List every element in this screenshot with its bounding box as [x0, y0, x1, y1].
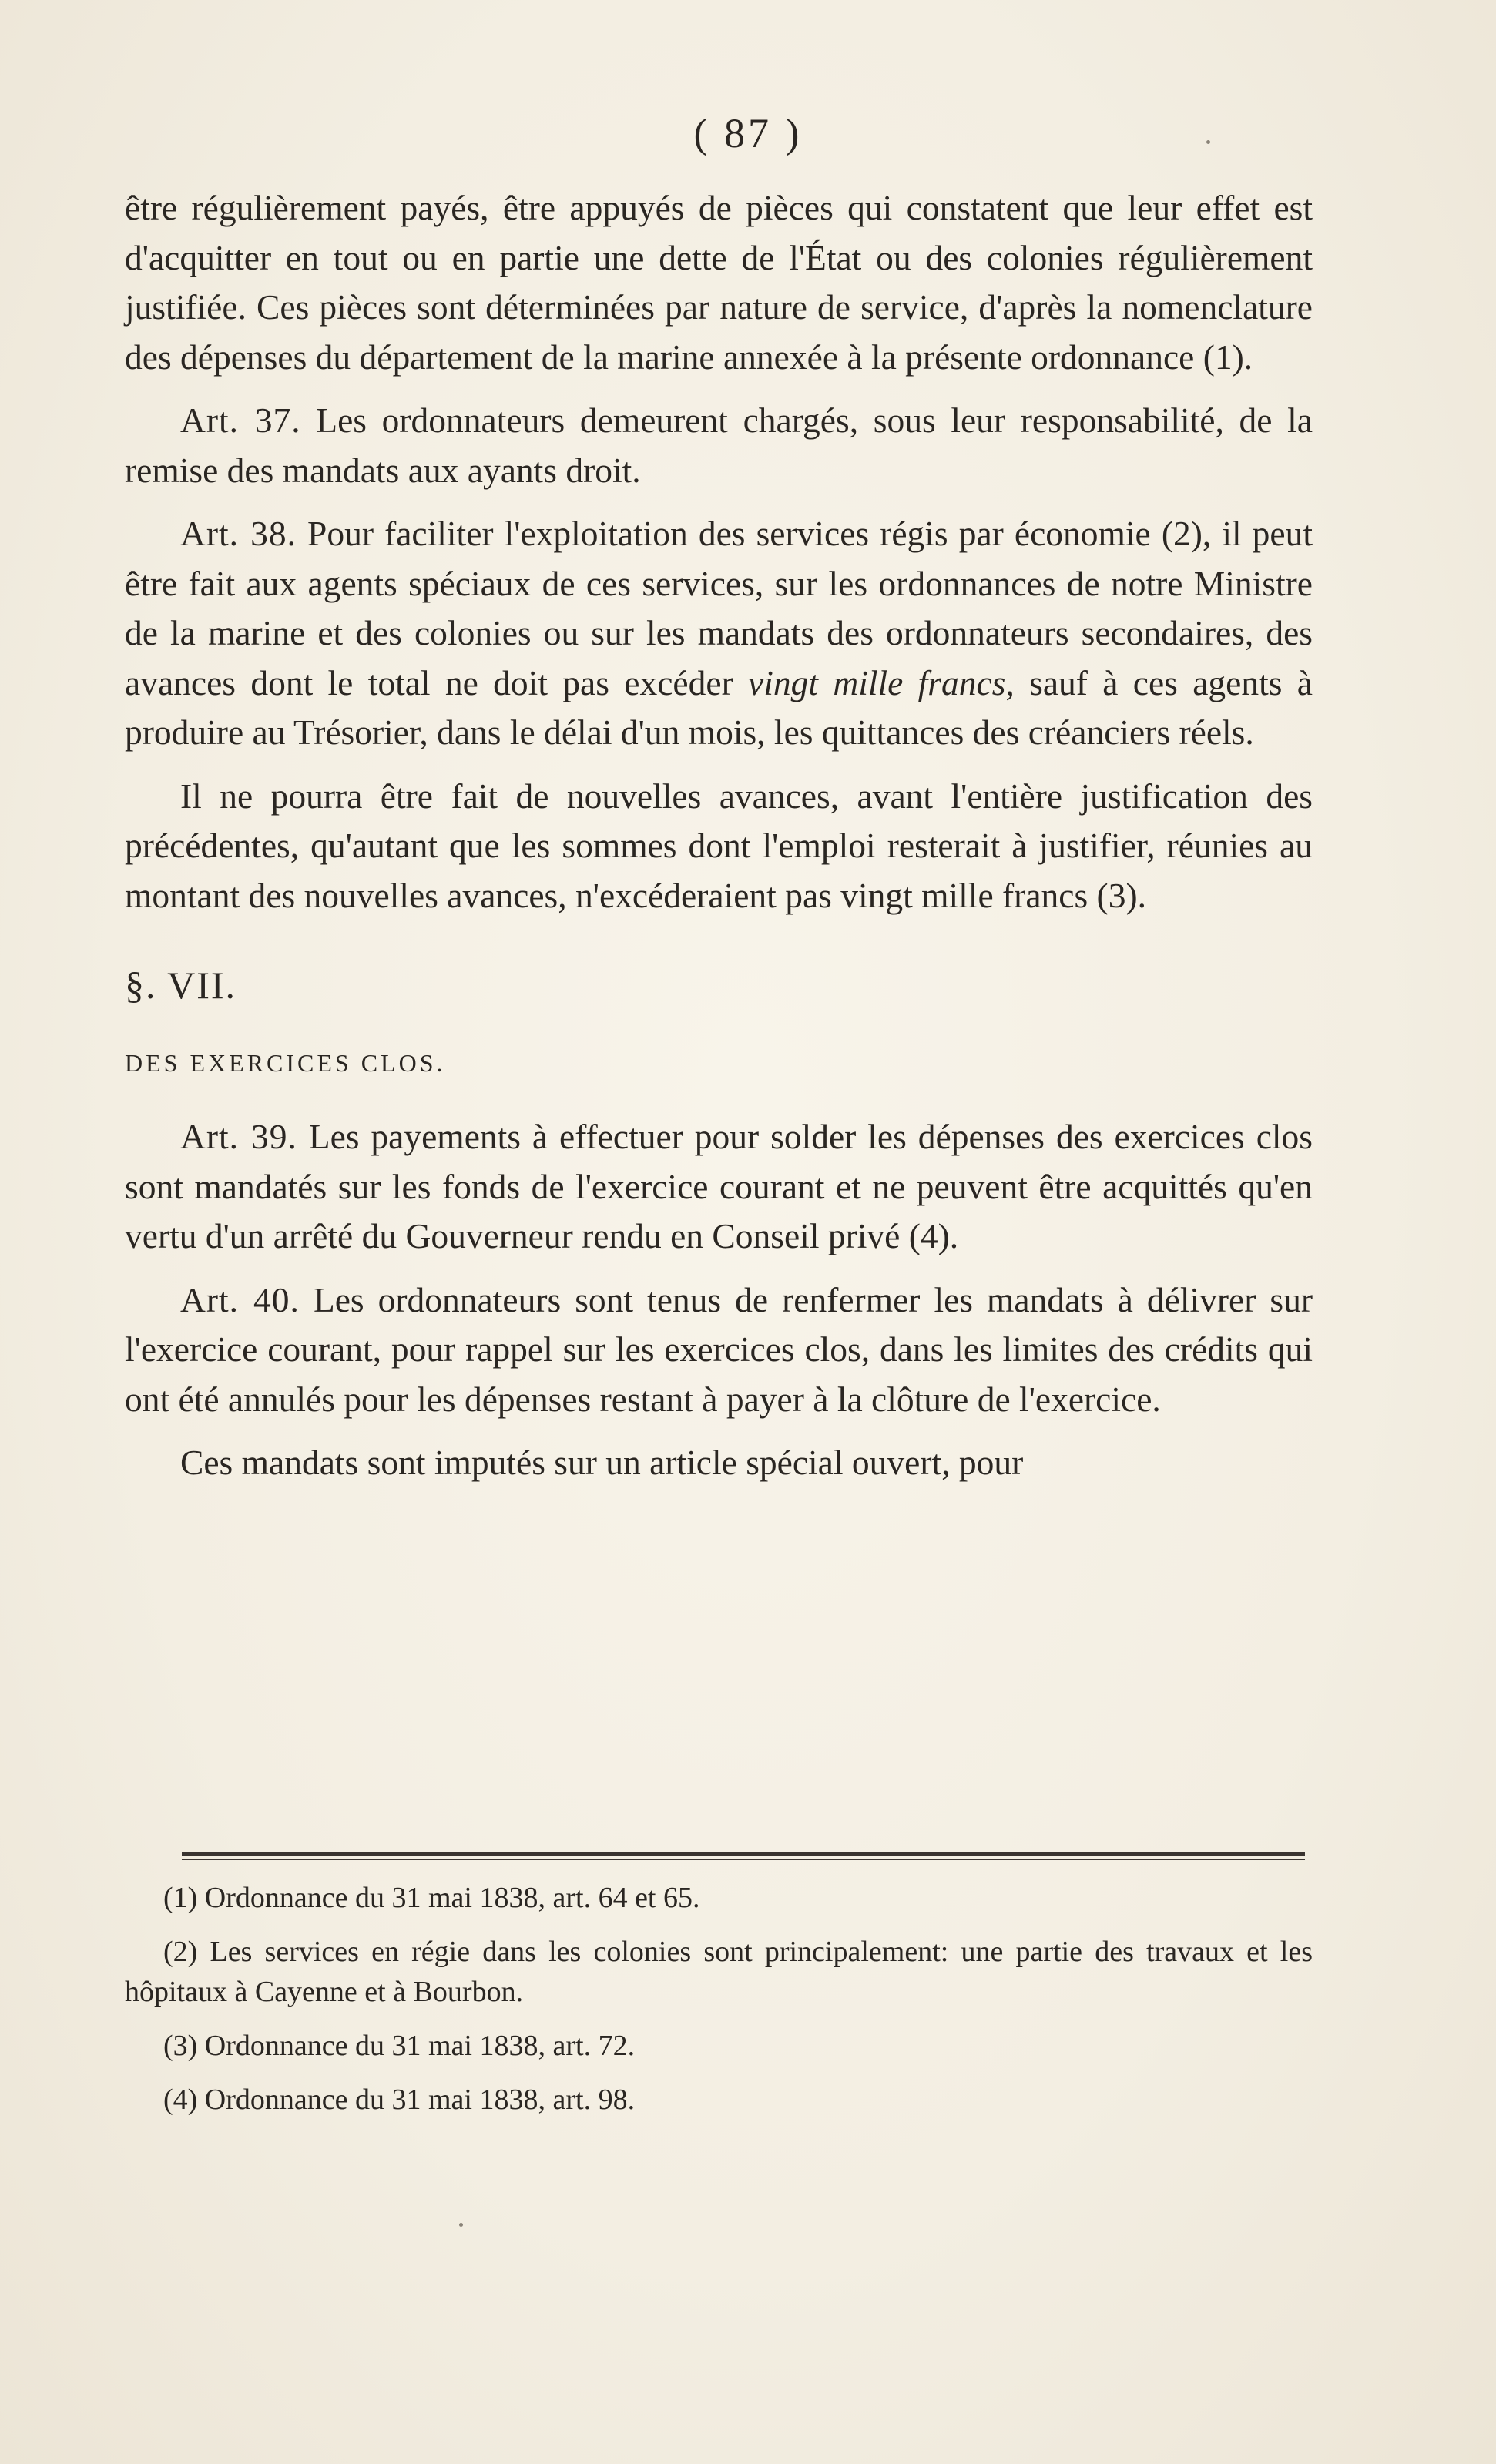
footnote-divider [182, 1852, 1305, 1856]
paragraph-continuation: être régulièrement payés, être appuyés de pièces qui constatent que leur effet est d'acquitter en tout ou en partie une dette de l'État ou des colonies régulièrement justifiée. Ces pièces sont déterminées par nature de service, d'après la nomenclature des dépenses du département de la marine annexée à la présente ordonnance (1). [125, 188, 1313, 377]
article-38-text-a: Pour faciliter l'exploitation des services régis par économie (2), il peut être fait aux agents spéciaux de ces services, sur les ordonnances de notre Ministre de la marine et des colonies ou sur les mandats des ordonnateurs secondaires, des avances dont le total ne doit pas excéder [125, 514, 1313, 702]
article-39-text: Les payements à effectuer pour solder les dépenses des exercices clos sont mandatés sur les fonds de l'exercice courant et ne peuvent être acquittés qu'en vertu d'un arrêté du Gouverneur rendu en Conseil privé (4). [125, 1117, 1313, 1255]
footnote-4: (4) Ordonnance du 31 mai 1838, art. 98. [163, 2084, 636, 2116]
footnote-2: (2) Les services en régie dans les colonies sont principalement: une partie des travaux et les hôpitaux à Cayenne et à Bourbon. [125, 1936, 1313, 2008]
section-heading: §. VII. [125, 964, 237, 1007]
article-38 [125, 509, 1313, 758]
page-number: ( 87 ) [693, 110, 803, 156]
article-37-label: Art. 37. [180, 401, 301, 440]
paragraph-mandats: Ces mandats sont imputés sur un article spécial ouvert, pour [180, 1443, 1024, 1482]
paragraph-avances: Il ne pourra être fait de nouvelles avances, avant l'entière justification des précédentes, qu'autant que les sommes dont l'emploi resterait à justifier, réunies au montant des nouvelles avances, n'excéderaient pas vingt mille francs (3). [125, 776, 1313, 915]
footnote-1: (1) Ordonnance du 31 mai 1838, art. 64 et 65. [163, 1882, 700, 1914]
article-39-label: Art. 39. [180, 1117, 297, 1156]
article-38-italic-amount: vingt mille francs [748, 662, 1006, 702]
article-37 [125, 396, 1313, 495]
footnote-3: (3) Ordonnance du 31 mai 1838, art. 72. [163, 2030, 636, 2062]
article-38-text-b: , sauf à ces agents à produire au Trésorier, dans le délai d'un mois, les quittances des créanciers réels. [125, 662, 1313, 752]
footnotes [125, 1878, 1313, 2134]
article-39 [125, 1112, 1313, 1262]
article-40-label: Art. 40. [180, 1279, 300, 1319]
section-title: DES EXERCICES CLOS. [125, 1048, 446, 1077]
paper-speck [459, 2223, 463, 2227]
paper-speck [1206, 140, 1210, 144]
body-text [125, 183, 1313, 1488]
article-38-label: Art. 38. [180, 514, 297, 553]
article-40 [125, 1276, 1313, 1425]
article-37-text: Les ordonnateurs demeurent chargés, sous leur responsabilité, de la remise des mandats aux ayants droit. [125, 401, 1313, 490]
article-40-text: Les ordonnateurs sont tenus de renfermer les mandats à délivrer sur l'exercice courant, pour rappel sur les exercices clos, dans les limites des crédits qui ont été annulés pour les dépenses restant à payer à la clôture de l'exercice. [125, 1279, 1313, 1419]
